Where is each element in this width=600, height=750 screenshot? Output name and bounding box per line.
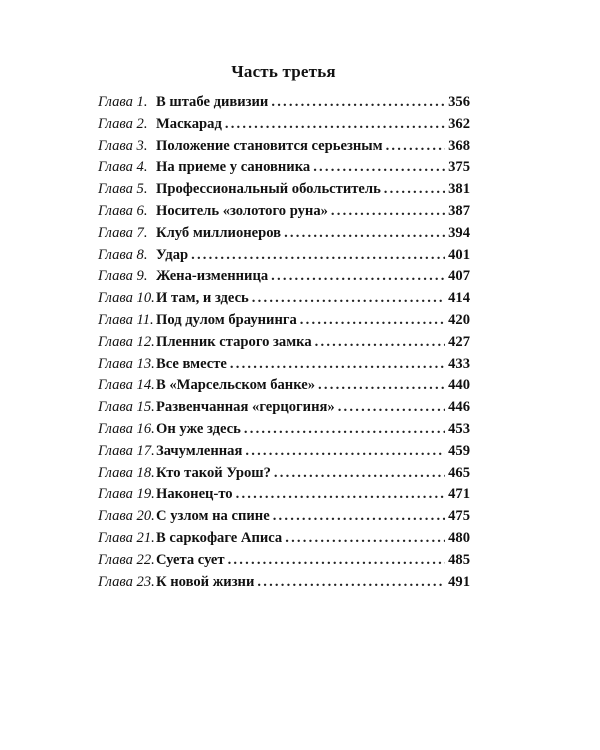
page-number: 414	[448, 290, 470, 307]
dot-leader	[236, 486, 446, 503]
page-number: 356	[448, 94, 470, 110]
toc-entry	[98, 356, 470, 378]
page-number: 471	[448, 486, 470, 503]
dot-leader	[271, 268, 445, 285]
chapter-title: Все вместе	[156, 355, 227, 372]
chapter-label: Глава 8.	[98, 246, 148, 263]
toc-entry	[98, 268, 470, 290]
page-number: 387	[448, 202, 470, 219]
dot-leader	[273, 508, 445, 525]
chapter-title: В штабе дивизии	[156, 94, 269, 110]
chapter-title: Зачумленная	[156, 442, 243, 459]
chapter-title: Положение становится серьезным	[156, 137, 383, 154]
page-number: 401	[448, 246, 470, 263]
page-number: 485	[448, 551, 470, 568]
chapter-title: И там, и здесь	[156, 290, 249, 307]
chapter-label: Глава 9.	[98, 268, 148, 285]
chapter-title: Клуб миллионеров	[156, 224, 282, 241]
chapter-label: Глава 6.	[98, 202, 148, 219]
toc-entry	[98, 94, 470, 116]
page-number: 475	[448, 508, 470, 525]
chapter-label: Глава 19.	[98, 486, 155, 503]
page-number: 427	[448, 333, 470, 350]
chapter-label: Глава 17.	[98, 442, 155, 459]
toc-entry	[98, 203, 470, 225]
chapter-label: Глава 11.	[98, 311, 154, 328]
toc-entry	[98, 116, 470, 138]
chapter-title: В «Марсельском банке»	[156, 377, 316, 394]
chapter-label: Глава 22.	[98, 551, 155, 568]
toc-entry	[98, 465, 470, 487]
toc-entry	[98, 443, 470, 465]
chapter-title: Жена-изменница	[156, 268, 269, 285]
dot-leader	[284, 225, 445, 242]
chapter-label: Глава 13.	[98, 355, 155, 372]
dot-leader	[230, 356, 445, 373]
toc-entry	[98, 574, 470, 596]
chapter-title: Он уже здесь	[156, 420, 241, 437]
table-of-contents	[98, 94, 470, 595]
chapter-label: Глава 21.	[98, 529, 155, 546]
chapter-label: Глава 16.	[98, 420, 155, 437]
dot-leader	[244, 421, 445, 438]
toc-entry	[98, 181, 470, 203]
dot-leader	[300, 312, 445, 329]
dot-leader	[257, 574, 445, 591]
toc-entry	[98, 225, 470, 247]
page-number: 491	[448, 573, 470, 590]
chapter-label: Глава 4.	[98, 159, 148, 176]
page-number: 433	[448, 355, 470, 372]
dot-leader	[245, 443, 445, 460]
toc-entry	[98, 159, 470, 181]
chapter-label: Глава 7.	[98, 224, 148, 241]
chapter-title: В саркофаге Аписа	[156, 529, 283, 546]
dot-leader	[191, 247, 445, 264]
chapter-title: Профессиональный обольститель	[156, 181, 381, 198]
toc-entry	[98, 486, 470, 508]
dot-leader	[386, 138, 446, 155]
chapter-title: Суета сует	[156, 551, 225, 568]
toc-entry	[98, 421, 470, 443]
chapter-label: Глава 1.	[98, 94, 148, 110]
page-number: 362	[448, 115, 470, 132]
chapter-title: Развенчанная «герцогиня»	[156, 399, 335, 416]
page-number: 440	[448, 377, 470, 394]
chapter-label: Глава 10.	[98, 290, 155, 307]
dot-leader	[315, 334, 445, 351]
dot-leader	[285, 530, 445, 547]
toc-entry	[98, 508, 470, 530]
toc-entry	[98, 312, 470, 334]
part-title: Часть третья	[231, 62, 336, 81]
toc-entry	[98, 290, 470, 312]
toc-entry	[98, 399, 470, 421]
chapter-title: Носитель «золотого руна»	[156, 202, 328, 219]
page-number: 459	[448, 442, 470, 459]
chapter-title: Маскарад	[156, 115, 222, 132]
chapter-label: Глава 23.	[98, 573, 155, 590]
page-number: 453	[448, 420, 470, 437]
chapter-label: Глава 15.	[98, 399, 155, 416]
toc-entry	[98, 334, 470, 356]
dot-leader	[225, 116, 445, 133]
dot-leader	[338, 399, 445, 416]
chapter-label: Глава 5.	[98, 181, 148, 198]
page-number: 420	[448, 311, 470, 328]
toc-entry	[98, 247, 470, 269]
chapter-label: Глава 20.	[98, 508, 155, 525]
dot-leader	[228, 552, 446, 569]
toc-entry	[98, 138, 470, 160]
dot-leader	[271, 94, 445, 111]
chapter-title: К новой жизни	[156, 573, 255, 590]
chapter-label: Глава 14.	[98, 377, 155, 394]
page-number: 480	[448, 529, 470, 546]
dot-leader	[252, 290, 445, 307]
page-number: 394	[448, 224, 470, 241]
chapter-title: На приеме у сановника	[156, 159, 311, 176]
page-number: 465	[448, 464, 470, 481]
dot-leader	[318, 377, 445, 394]
chapter-title: С узлом на спине	[156, 508, 270, 525]
dot-leader	[331, 203, 445, 220]
chapter-label: Глава 18.	[98, 464, 155, 481]
page-number: 375	[448, 159, 470, 176]
chapter-title: Наконец-то	[156, 486, 233, 503]
chapter-label: Глава 12.	[98, 333, 155, 350]
page-number: 368	[448, 137, 470, 154]
chapter-title: Удар	[156, 246, 189, 263]
page-number: 407	[448, 268, 470, 285]
toc-entry	[98, 377, 470, 399]
chapter-title: Пленник старого замка	[156, 333, 312, 350]
chapter-label: Глава 2.	[98, 115, 148, 132]
dot-leader	[313, 159, 445, 176]
chapter-title: Кто такой Урош?	[156, 464, 271, 481]
chapter-label: Глава 3.	[98, 137, 148, 154]
chapter-title: Под дулом браунинга	[156, 311, 297, 328]
page-number: 381	[448, 181, 470, 198]
toc-entry	[98, 552, 470, 574]
page-number: 446	[448, 399, 470, 416]
dot-leader	[384, 181, 445, 198]
toc-entry	[98, 530, 470, 552]
dot-leader	[274, 465, 445, 482]
